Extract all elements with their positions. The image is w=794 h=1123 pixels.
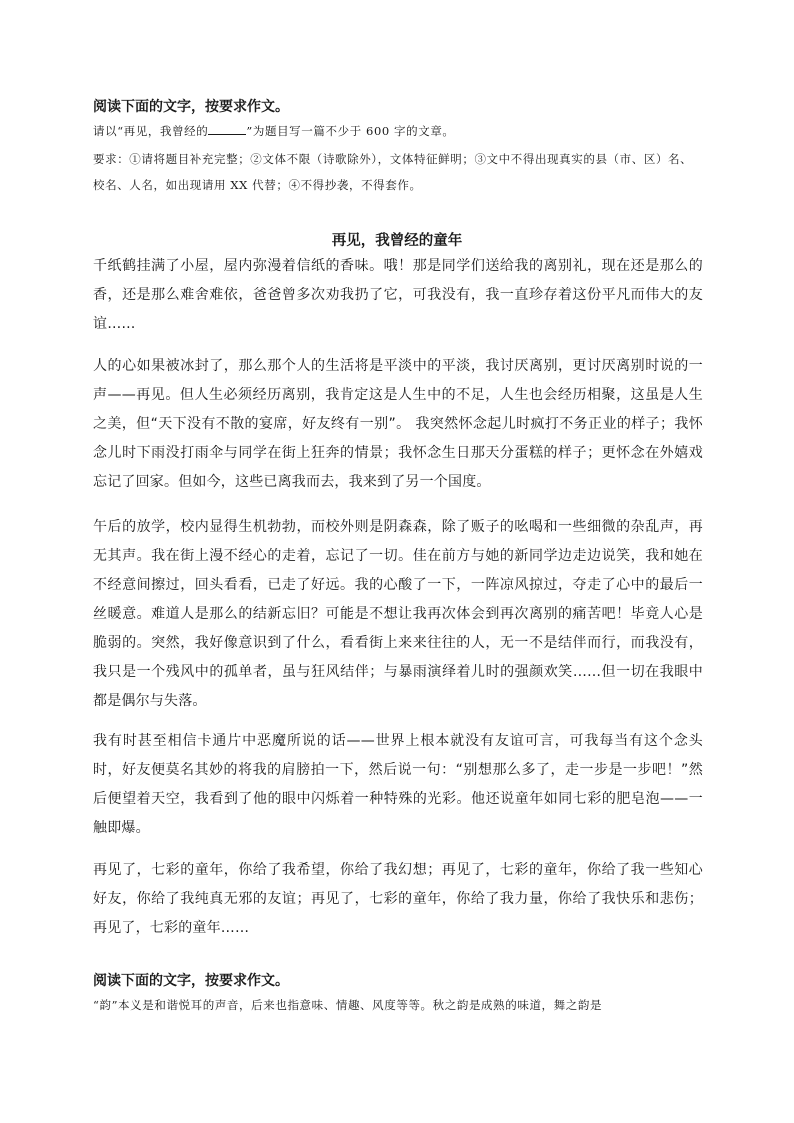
prompt2-text: “韵”本义是和谐悦耳的声音，后来也指意味、情趣、风度等等。秋之韵是成熟的味道，舞之韵是 <box>93 998 603 1012</box>
prompt1-requirements: 要求：①请将题目补充完整；②文体不限（诗歌除外），文体特征鲜明；③文中不得出现真实的县（市、区）名、校名、人名，如出现请用 XX 代替；④不得抄袭，不得套作。 <box>93 152 693 192</box>
essay-title: 再见，我曾经的童年 <box>331 233 463 249</box>
essay-paragraph-4: 我有时甚至相信卡通片中恶魔所说的话——世界上根本就没有友谊可言，可我每当有这个念头时，好友便莫名其妙的将我的肩膀拍一下，然后说一句：“别想那么多了，走一步是一步吧！”然后便望着天空，我看到了他的眼中闪烁着一种特殊的光彩。他还说童年如同七彩的肥皂泡——一触即爆。 <box>93 733 703 836</box>
prompt2-heading: 阅读下面的文字，按要求作文。 <box>93 973 289 989</box>
prompt1-heading: 阅读下面的文字，按要求作文。 <box>93 99 289 115</box>
essay-paragraph-2: 人的心如果被冰封了，那么那个人的生活将是平淡中的平淡，我讨厌离别，更讨厌离别时说的一声——再见。但人生必须经历离别，我肯定这是人生中的不足，人生也会经历相聚，这虽是人生之美，但“天下没有不散的宴席，好友终有一别”。 我突然怀念起儿时疯打不务正业的样子；我怀念儿时下雨没打雨伞与同学在街上狂奔的情景；我怀念生日那天分蛋糕的样子；更怀念在外嬉戏忘记了回家。但如今，这些已离我而去，我来到了另一个国度。 <box>93 358 703 490</box>
prompt1-instruction-after: ”为题目写一篇不少于 600 字的文章。 <box>246 124 455 138</box>
prompt1-instruction-before: 请以“再见，我曾经的 <box>93 124 209 138</box>
essay-paragraph-5: 再见了，七彩的童年，你给了我希望，你给了我幻想；再见了，七彩的童年，你给了我一些知心好友，你给了我纯真无邪的友谊；再见了，七彩的童年，你给了我力量，你给了我快乐和悲伤；再见了，七彩的童年…… <box>93 862 703 936</box>
essay-paragraph-3: 午后的放学，校内显得生机勃勃，而校外则是阴森森，除了贩子的吆喝和一些细微的杂乱声，再无其声。我在街上漫不经心的走着，忘记了一切。佳在前方与她的新同学边走边说笑，我和她在不经意间擦过，回头看看，已走了好远。我的心酸了一下，一阵凉风掠过，夺走了心中的最后一丝暖意。难道人是那么的结新忘旧？可能是不想让我再次体会到再次离别的痛苦吧！毕竟人心是脆弱的。突然，我好像意识到了什么，看看街上来来往往的人，无一不是结伴而行，而我没有，我只是一个残风中的孤单者，虽与狂风结伴；与暴雨演绎着儿时的强颜欢笑……但一切在我眼中都是偶尔与失落。 <box>93 519 703 709</box>
prompt1-instruction <box>93 118 703 144</box>
title-blank-line <box>208 124 246 135</box>
essay-paragraph-1: 千纸鹤挂满了小屋，屋内弥漫着信纸的香味。哦！那是同学们送给我的离别礼，现在还是那么的香，还是那么难舍难依，爸爸曾多次劝我扔了它，可我没有，我一直珍存着这份平凡而伟大的友谊…… <box>93 258 703 332</box>
